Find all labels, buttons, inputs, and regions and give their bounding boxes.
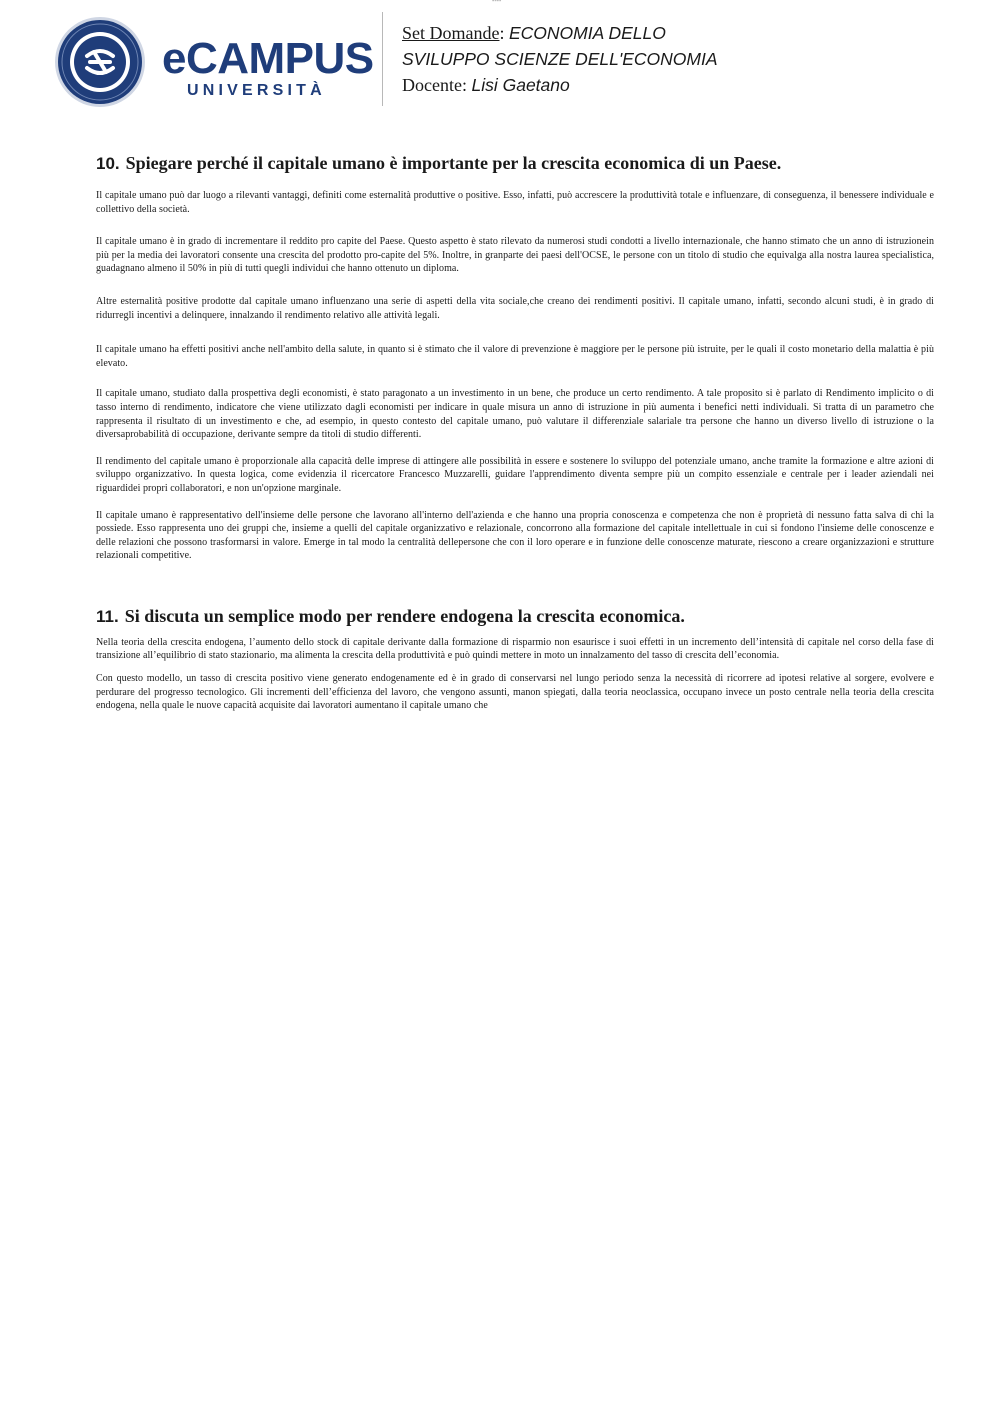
- paragraph: Altre esternalità positive prodotte dal capitale umano influenzano una serie di aspetti della vita sociale,che creano dei rendimenti positivi. Il capitale umano, infatti, secondo alcuni studi, è in grado di ridurregli incentivi a delinquere, innalzando il rendimento relativo alle attività legali.: [96, 295, 934, 321]
- ecampus-seal-icon: [54, 16, 146, 108]
- paragraph: Il rendimento del capitale umano è proporzionale alla capacità delle imprese di attingere alle possibilità in essere e sostenere lo sviluppo del potenziale umano, anche tramite la formazione e altre azioni di sviluppo organizzativo. In questa logica, come evidenzia il ricercatore Francesco Muzzarelli, guidare l'apprendimento diventa sempre più un compito essenziale e centrale per i leader aziendali nei riguardidei propri collaboratori, e non un'opzione marginale.: [96, 455, 934, 494]
- docente-label: Docente: [402, 75, 462, 95]
- paragraph: Con questo modello, un tasso di crescita positivo viene generato endogenamente ed è in grado di conservarsi nel lungo periodo senza la necessità di ricorrere ad ipotesi relative al sorgere, evolvere e perdurare del progresso tecnologico. Gli incrementi dell’efficienza del lavoro, che vengono assunti, manon spiegati, dalla teoria neoclassica, occupano invece un posto centrale nella teoria della crescita endogena, nella quale le nuove capacità acquisite dai lavoratori aumentano il capitale umano che: [96, 673, 934, 712]
- question-text: Spiegare perché il capitale umano è importante per la crescita economica di un Paese.: [125, 153, 782, 173]
- page-top-mark: ----: [492, 0, 502, 5]
- docente-line: Docente: Lisi Gaetano: [402, 75, 570, 95]
- header-info: [402, 20, 718, 98]
- paragraph: Il capitale umano è in grado di incrementare il reddito pro capite del Paese. Questo aspetto è stato rilevato da numerosi studi condotti a livello internazionale, che hanno stimato che un anno di istruzionein più per la media dei lavoratori consente una crescita del prodotto pro-capite del 5%. Inoltre, in granparte dei paesi dell'OCSE, le persone con un titolo di studio che equivalga alla nostra laurea specialistica, guadagnano almeno il 50% in più di tutti quegli individui che hanno ottenuto un diploma.: [96, 236, 934, 275]
- document-body: [96, 150, 934, 726]
- question-title: [96, 150, 934, 177]
- ecampus-wordmark: eCAMPUS: [162, 34, 374, 83]
- set-domande-value-line2: SVILUPPO SCIENZE DELL'ECONOMIA: [402, 49, 718, 69]
- docente-value: Lisi Gaetano: [471, 75, 570, 95]
- question-number: 11.: [96, 606, 119, 626]
- header-divider: [382, 12, 383, 106]
- paragraph: Il capitale umano, studiato dalla prospettiva degli economisti, è stato paragonato a un investimento in un bene, che produce un certo rendimento. A tale proposito si è parlato di Rendimento implicito o di tasso interno di rendimento, indicatore che viene utilizzato dagli economisti per indicare in quale misura un anno di istruzione in più aumenta i benefici netti individuali. Si tratta di un parametro che rappresenta il risultato di un investimento e che, ad esempio, in questo contesto del capitale umano, può valutare il differenziale salariale tra persone che hanno un diverso livello di istruzione o la diversaprobabilità di occupazione, derivante sempre da titoli di studio differenti.: [96, 388, 934, 441]
- set-domande-line2: [402, 46, 718, 72]
- question-number: 10.: [96, 154, 120, 173]
- paragraph: Nella teoria della crescita endogena, l’aumento dello stock di capitale derivante dalla formazione di risparmio non esaurisce i suoi effetti in un incremento dell’intensità di capitale nel corso della fase di transizione all’equilibrio di stato stazionario, ma alimenta la crescita della produttività e può quindi mettere in moto un innalzamento del tasso di crescita dell’economia.: [96, 636, 934, 662]
- paragraph: Il capitale umano ha effetti positivi anche nell'ambito della salute, in quanto si è stimato che il valore di prevenzione è maggiore per le persone più istruite, per le quali il costo monetario della malattia è più elevato.: [96, 344, 934, 369]
- question-10: [96, 150, 934, 563]
- question-text: Si discuta un semplice modo per rendere endogena la crescita economica.: [124, 605, 685, 626]
- set-domande-value-line1: ECONOMIA DELLO: [509, 23, 666, 43]
- set-domande-label: Set Domande: [402, 23, 500, 43]
- paragraph: Il capitale umano è rappresentativo dell'insieme delle persone che lavorano all'interno dell'azienda e che hanno una propria conoscenza e competenza che non è proprietà di nessuno fatta salva di chi la possiede. Esso rappresenta uno dei gruppi che, insieme a quelli del capitale organizzativo e relazionale, concorrono alla formazione del capitale intellettuale in cui si fondono l'insieme delle conoscenze e delle relazioni che possono trasformarsi in valore. Emerge in tal modo la centralità dellepersone che con il loro operare e in funzione delle conoscenze maturate, riescono a creare organizzazioni e strutture relazionali competitive.: [96, 509, 934, 562]
- set-domande-line1: Set Domande: ECONOMIA DELLO: [402, 23, 666, 43]
- question-title: [96, 603, 934, 630]
- page-header: [0, 0, 1000, 125]
- question-11: [96, 603, 934, 713]
- ecampus-subword: UNIVERSITÀ: [187, 82, 326, 99]
- paragraph: Il capitale umano può dar luogo a rilevanti vantaggi, definiti come esternalità produttive o positive. Esso, infatti, può accrescere la produttività totale e influenzare, di conseguenza, il benessere individuale e collettivo della società.: [96, 190, 934, 215]
